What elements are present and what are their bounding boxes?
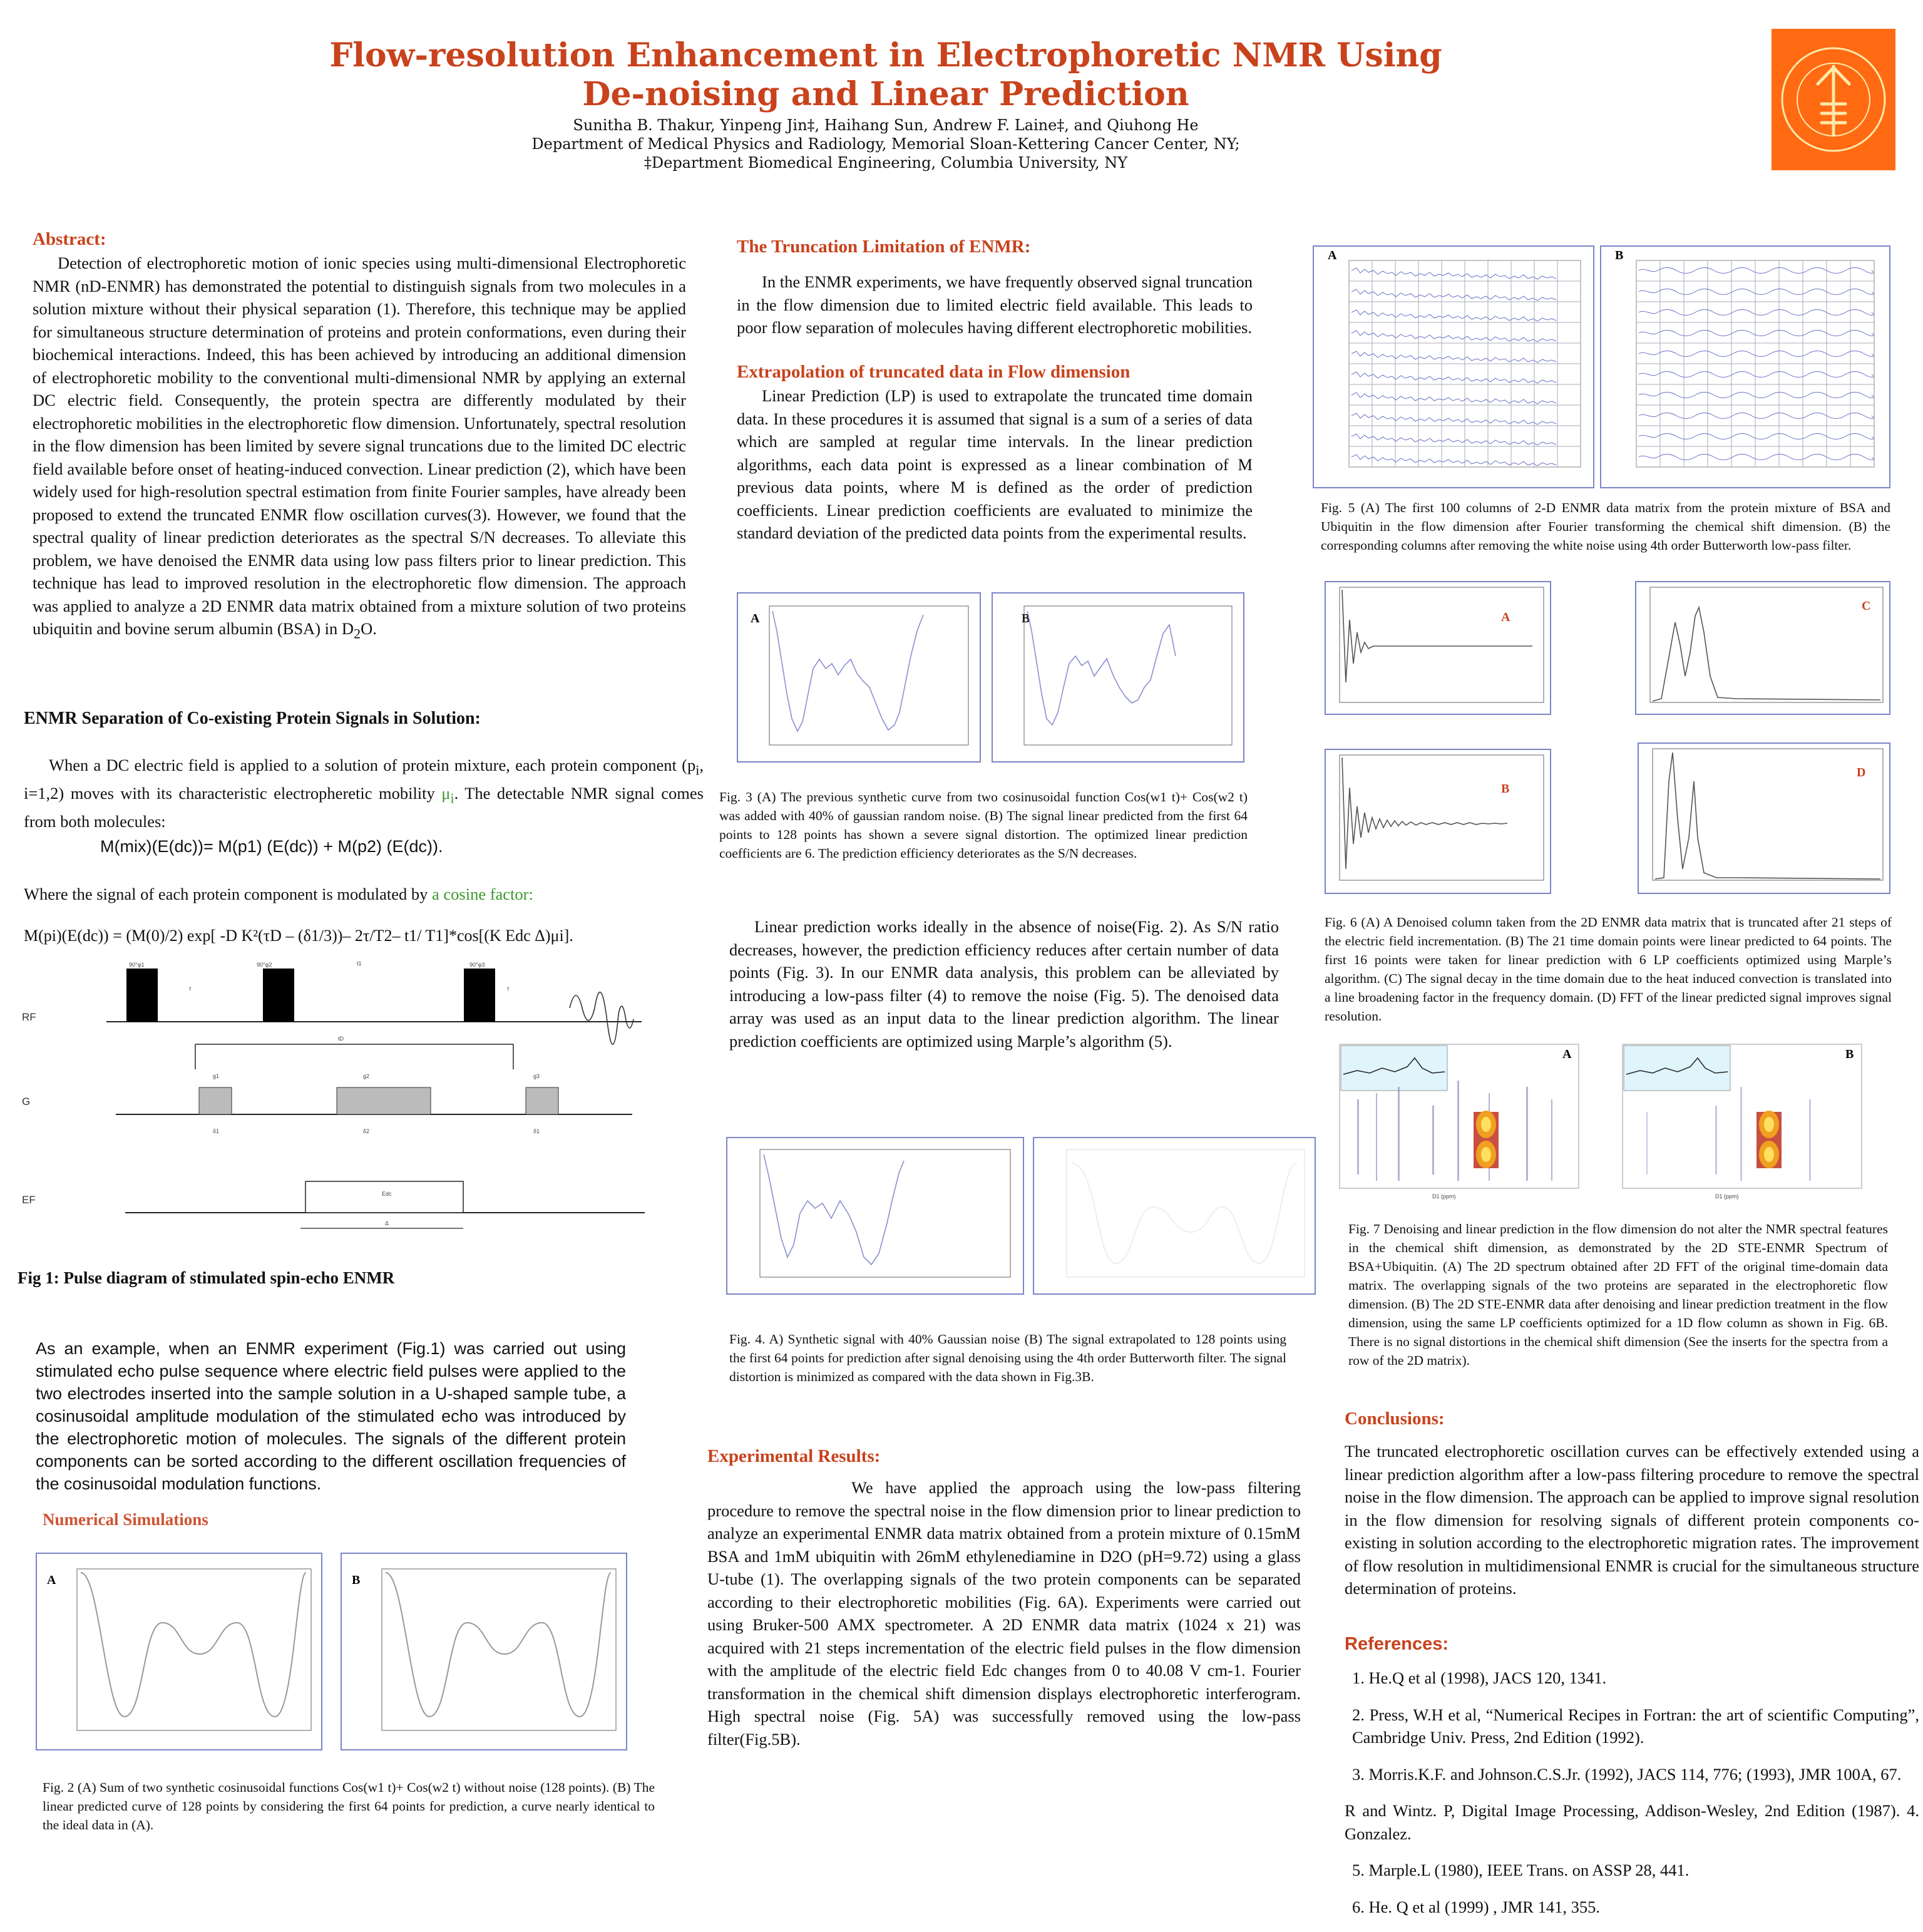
delta-label-3: δ1 xyxy=(533,1128,540,1134)
edc-label: Edc xyxy=(382,1191,392,1197)
truncation-heading: The Truncation Limitation of ENMR: xyxy=(737,237,1031,257)
fig3-panel-b xyxy=(992,592,1244,763)
rf-label: RF xyxy=(22,1011,36,1023)
tau-label-2: τ xyxy=(507,985,510,992)
fig6-curve-b xyxy=(1342,758,1510,869)
fig3-panel-a xyxy=(737,592,981,763)
fig4-curve-b xyxy=(1072,1163,1297,1263)
fig2-label-a: A xyxy=(47,1573,56,1587)
fig5-panel-a xyxy=(1313,245,1594,488)
references-list xyxy=(1345,1667,1919,1932)
ef-label: EF xyxy=(22,1194,36,1206)
authors: Sunitha B. Thakur, Yinpeng Jin‡, Haihang Sun, Andrew F. Laine‡, and Qiuhong He xyxy=(573,116,1199,134)
extrapolation-heading: Extrapolation of truncated data in Flow dimension xyxy=(737,362,1131,382)
fig7-label-a: A xyxy=(1562,1047,1572,1061)
gradient-label-1: g1 xyxy=(213,1073,220,1079)
fig6-curve-d xyxy=(1655,753,1880,879)
fig3-label-a: A xyxy=(751,612,760,625)
fig6-panel-d xyxy=(1638,742,1890,894)
conclusions-text: The truncated electrophoretic oscillation curves can be effectively extended using a linear prediction algorithm after a low-pass filtering procedure to remove the spectral noise in the flow dimension. The approach can be applied to improve signal resolution in the flow dimension for resolving signals of different protein components co-existing in solution according to the electrophoretic migration rates. The improvement of flow resolution in multidimensional ENMR is crucial for the simultaneous structure determination of proteins. xyxy=(1345,1442,1919,1598)
title-line-1: Flow-resolution Enhancement in Electrophoretic NMR Using xyxy=(329,36,1442,75)
fig5-caption: Fig. 5 (A) The first 100 columns of 2-D ENMR data matrix from the protein mixture of BSA and Ubiquitin in the flow dimension after Fourier transforming the chemical shift dimension. (B) the corresponding columns after removing the white noise using 4th order Butterworth low-pass filter. xyxy=(1321,500,1890,553)
ef-pulse xyxy=(305,1181,463,1213)
fig1-caption: Fig 1: Pulse diagram of stimulated spin-echo ENMR xyxy=(18,1268,395,1287)
fig6-panel-a xyxy=(1325,581,1551,715)
fig6-panel-b xyxy=(1325,749,1551,894)
fig3-label-b: B xyxy=(1022,612,1030,625)
fig6-label-a: A xyxy=(1501,610,1510,624)
example-paragraph: As an example, when an ENMR experiment (Fig.1) was carried out using stimulated echo pulse sequence where electric field pulses were applied to the two electrodes inserted into the sample solution in a U-shaped sample tube, a cosinusoidal amplitude modulation of the stimulated echo was introduced by the electrophoretic motion of molecules. The signals of the different protein components can be sorted according to the different oscillation frequencies of the cosinusoidal modulation functions. xyxy=(36,1339,626,1493)
big-delta-label: Δ xyxy=(385,1220,389,1226)
delta-label-2: δ2 xyxy=(363,1128,370,1134)
rf-pulse-2 xyxy=(263,969,294,1022)
fig2-caption: Fig. 2 (A) Sum of two synthetic cosinusoidal functions Cos(w1 t)+ Cos(w2 t) without noise (128 points). (B) The linear predicted curve of 128 points by considering the first 64 points for prediction, a curve nearly identical to the ideal data in (A). xyxy=(43,1780,655,1832)
t1-label: t1 xyxy=(357,960,362,967)
reference-4: R and Wintz. P, Digital Image Processing, Addison-Wesley, 2nd Edition (1987). 4. Gonzalez. xyxy=(1345,1801,1919,1843)
abstract-heading: Abstract: xyxy=(33,229,106,249)
fig2-panel-a xyxy=(36,1553,322,1750)
poster-title xyxy=(0,36,1772,114)
rf-pulse-1 xyxy=(126,969,158,1022)
fig6-label-b: B xyxy=(1501,782,1510,796)
equation-mix: M(mix)(E(dc))= M(p1) (E(dc)) + M(p2) (E(dc)). xyxy=(100,837,443,856)
experimental-text: We have applied the approach using the low-pass filtering procedure to remove the spectral noise in the flow dimension prior to linear prediction to analyze an experimental ENMR data matrix obtained from a protein mixture of 0.15mM BSA and 1mM ubiquitin with 26mM ethylenediamine in D2O (pH=9.72) using a glass U-tube (1). The overlapping signals of the two protein components can be separated according to their electrophoretic mobilities (Fig. 6A). Experiments were carried out using Bruker-500 AMX spectrometer. A 2D ENMR data matrix (1024 x 21) was acquired with 21 steps incrementation of the electric field pulses in the flow dimension with the amplitude of the electric field Edc changes from 0 to 40.08 V cm-1. Fourier transformation in the chemical shift dimension displays electrophoretic interferogram. High spectral noise (Fig. 5A) was successfully removed using the low-pass filter(Fig.5B). xyxy=(707,1478,1301,1749)
fig7-caption: Fig. 7 Denoising and linear prediction in the flow dimension do not alter the NMR spectral features in the chemical shift dimension, as demonstrated by the 2D STE-ENMR Spectrum of BSA+Ubiquitin. (A) The 2D spectrum obtained after 2D FFT of the original time-domain data matrix. The overlapping signals of the two proteins are separated in the electrophoretic flow dimension. (B) The 2D STE-ENMR data after denoising and linear prediction treatment in the flow dimension, using the same LP coefficients optimized for a 1D flow column as shown in Fig. 6B. There is no signal distortions in the chemical shift dimension (See the inserts for the spectra from a row of the 2D matrix). xyxy=(1348,1221,1888,1368)
numerical-simulations-heading: Numerical Simulations xyxy=(43,1510,208,1529)
reference-6: 6. He. Q et al (1999) , JMR 141, 355. xyxy=(1352,1897,1600,1916)
affiliation-2: ‡Department Biomedical Engineering, Columbia University, NY xyxy=(644,154,1128,172)
rf-pulse-3 xyxy=(464,969,495,1022)
gradient-label-2: g2 xyxy=(363,1073,370,1079)
fig5-label-b: B xyxy=(1615,249,1624,262)
gradient-2 xyxy=(337,1087,431,1114)
echo-signal xyxy=(570,992,633,1045)
title-line-2: De-noising and Linear Prediction xyxy=(582,75,1189,113)
experimental-heading: Experimental Results: xyxy=(707,1446,881,1466)
fig2-curve-b xyxy=(386,1573,611,1717)
references-heading: References: xyxy=(1345,1634,1449,1654)
fig4-caption: Fig. 4. A) Synthetic signal with 40% Gaussian noise (B) The signal extrapolated to 128 points using the first 64 points for prediction after signal denoising using the 4th order Butterworth filter. The signal distortion is minimized as compared with the data shown in Fig.3B. xyxy=(729,1332,1286,1384)
fig3-curve-a xyxy=(772,611,923,731)
tau-label-1: τ xyxy=(189,985,192,992)
fig2-label-b: B xyxy=(352,1573,361,1587)
pulse-diagram xyxy=(19,958,670,1246)
mskcc-logo xyxy=(1772,29,1895,170)
lp-noise-paragraph: Linear prediction works ideally in the absence of noise(Fig. 2). As S/N ratio decreases, however, the prediction efficiency reduces after certain number of data points (Fig. 3). In our ENMR data analysis, this problem can be alleviated by introducing a low-pass filter (4) to remove the noise (Fig. 5). The denoised data array was used as an input data to the linear prediction algorithm. The linear prediction coefficients are optimized using Marple’s algorithm (5). xyxy=(729,917,1279,1051)
td-label: tD xyxy=(338,1035,344,1042)
abstract-text: Detection of electrophoretic motion of ionic species using multi-dimensional Electrophoretic NMR (nD-ENMR) has demonstrated the potential to distinguish signals from two molecules in a solution mixture without their physical separation (1). Therefore, this technique may be applied for simultaneous structure determination of proteins and protein conformations, even during their biochemical interactions. Indeed, this has been achieved by introducing an additional dimension of electrophoretic mobility to the conventional multi-dimensional NMR by applying an external DC electric field. Consequently, the protein spectra are differently modulated by their electrophoretic mobilities in the electrophoretic flow dimension. Unfortunately, spectral resolution in the flow dimension has been limited by severe signal truncations due to the limited DC electric field available before onset of heating-induced convection. Linear prediction (2), which have been widely used for high-resolution spectral estimation from finite Fourier samples, have already been proposed to extend the truncated ENMR flow oscillation curves(3). However, we found that the spectral quality of linear prediction deteriorates as the spectral S/N decreases. To alleviate this problem, we have denoised the ENMR data using low pass filters prior to linear prediction. This technique has lead to improved resolution in the electrophoretic flow dimension. The approach was applied to analyze a 2D ENMR data matrix obtained from a mixture solution of two proteins ubiquitin and bovine serum albumin (BSA) in $D_2O$. xyxy=(33,254,686,642)
pulse-label-1: 90°φ1 xyxy=(129,962,145,968)
reference-5: 5. Marple.L (1980), IEEE Trans. on ASSP 28, 441. xyxy=(1352,1861,1690,1879)
reference-2: 2. Press, W.H et al, “Numerical Recipes in Fortran: the art of scientific Computing”, Cambridge Univ. Press, 2nd Edition (1992). xyxy=(1352,1705,1919,1747)
modulation-paragraph: Where the signal of each protein component is modulated by a cosine factor: xyxy=(24,885,533,903)
fig3-caption: Fig. 3 (A) The previous synthetic curve from two cosinusoidal function Cos(w1 t)+ Cos(w2 t) was added with 40% of gaussian random noise. (B) The signal linear predicted from the first 64 points to 128 points has shown a severe signal distortion. The optimized linear prediction coefficients are 6. The prediction efficiency deteriorates as the S/N decreases. xyxy=(719,789,1248,861)
fig4-panel-b xyxy=(1033,1137,1316,1295)
g-label: G xyxy=(22,1096,31,1107)
truncation-text: In the ENMR experiments, we have frequently observed signal truncation in the flow dimension due to limited electric field available. This leads to poor flow separation of molecules having different electrophoretic mobilities. xyxy=(737,272,1253,337)
pulse-label-3: 90°φ3 xyxy=(469,962,485,968)
fig5-label-a: A xyxy=(1328,249,1337,262)
fig6-label-c: C xyxy=(1862,599,1871,613)
conclusions-heading: Conclusions: xyxy=(1345,1409,1445,1429)
gradient-1 xyxy=(199,1087,232,1114)
fig7-axis-label-b: D1 (ppm) xyxy=(1715,1193,1739,1200)
fig6-curve-c xyxy=(1653,607,1880,701)
extrapolation-text: Linear Prediction (LP) is used to extrapolate the truncated time domain data. In these procedures it is assumed that signal is a sum of a series of data which are sampled at regular time intervals. In the linear prediction algorithms, each data point is expressed as a linear combination of M previous data points, where M is defined as the order of prediction coefficients. Linear prediction coefficients are evaluated to minimize the standard deviation of the predicted data points from the experimental results. xyxy=(737,386,1253,542)
fig6-panel-c xyxy=(1635,581,1890,715)
fig7-panel-a xyxy=(1338,1043,1605,1201)
gradient-3 xyxy=(526,1087,558,1114)
enmr-paragraph: When a DC electric field is applied to a solution of protein mixture, each protein component ($p_i$, i=1,2) moves with its characteristic electropheretic mobility $\mu_i$. The detectable NMR signal comes from both molecules: xyxy=(24,756,704,831)
fig4-panel-a xyxy=(726,1137,1024,1295)
fig4-curve-a xyxy=(764,1154,904,1265)
fig7-panel-b xyxy=(1621,1043,1888,1201)
fig6-caption: Fig. 6 (A) A Denoised column taken from the 2D ENMR data matrix that is truncated after 21 steps of the electric field incrementation. (B) The 21 time domain points were linear predicted to 64 points. The first 16 points were taken for linear prediction with 6 LP coefficients optimized using Marple’s algorithm. (C) The signal decay in the time domain due to the heat induced convection is translated into a line broadening factor in the frequency domain. (D) FFT of the linear predicted signal improves signal resolution. xyxy=(1325,915,1892,1024)
reference-3: 3. Morris.K.F. and Johnson.C.S.Jr. (1992), JACS 114, 776; (1993), JMR 100A, 67. xyxy=(1352,1764,1902,1784)
gradient-label-3: g3 xyxy=(533,1073,540,1079)
pulse-label-2: 90°φ2 xyxy=(257,962,272,968)
fig7-label-b: B xyxy=(1845,1047,1854,1061)
fig3-curve-b xyxy=(1027,611,1176,725)
affiliation-1: Department of Medical Physics and Radiology, Memorial Sloan-Kettering Cancer Center, NY; xyxy=(531,135,1240,153)
fig5-panel-b xyxy=(1600,245,1890,488)
delta-label-1: δ1 xyxy=(213,1128,220,1134)
fig2-panel-b xyxy=(341,1553,627,1750)
author-block xyxy=(0,116,1772,172)
enmr-section-heading: ENMR Separation of Co-existing Protein Signals in Solution: xyxy=(24,709,481,728)
fig7-axis-label-a: D1 (ppm) xyxy=(1432,1193,1456,1200)
fig2-curve-a xyxy=(81,1573,306,1717)
equation-modulation: M(pi)(E(dc)) = (M(0)/2) exp[ -D K²(τD – (δ1/3))– 2τ/T2– t1/ T1]*cos[(K Edc Δ)μi]. xyxy=(24,927,573,945)
reference-1: 1. He.Q et al (1998), JACS 120, 1341. xyxy=(1352,1668,1607,1687)
fig6-curve-a xyxy=(1342,590,1532,682)
fig6-label-d: D xyxy=(1857,766,1866,779)
